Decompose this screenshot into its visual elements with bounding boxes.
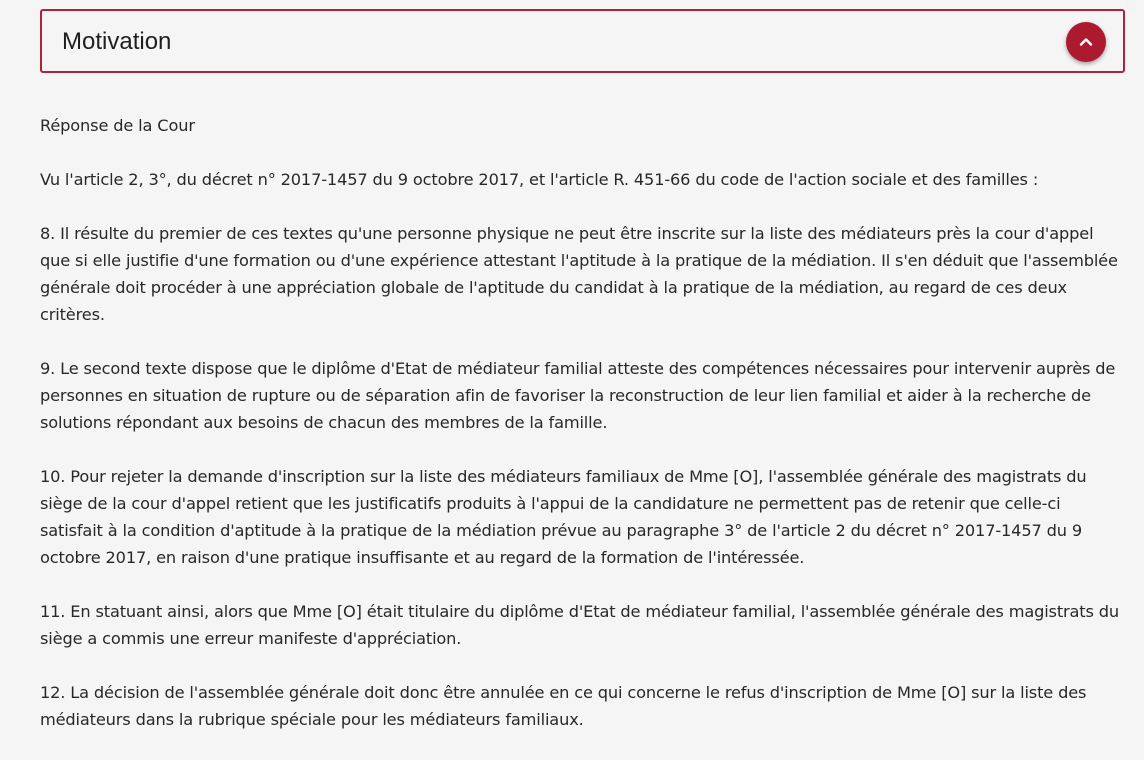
paragraph-9: 9. Le second texte dispose que le diplôme d'Etat de médiateur familial atteste des compétences nécessaires pour intervenir auprès de personnes en situation de rupture ou de séparation afin de favoriser la reconstruction de leur lien familial et aider à la recherche de solutions répondant aux besoins de chacun des membres de la famille. [40,359,1116,432]
paragraph-legal-basis: Vu l'article 2, 3°, du décret n° 2017-1457 du 9 octobre 2017, et l'article R. 451-66 du code de l'action sociale et des familles : [40,170,1039,189]
paragraph-10: 10. Pour rejeter la demande d'inscription sur la liste des médiateurs familiaux de Mme [O], l'assemblée générale des magistrats du siège de la cour d'appel retient que les justificatifs produits à l'appui de la candidature ne permettent pas de retenir que celle-ci satisfait à la condition d'aptitude à la pratique de la médiation prévue au paragraphe 3° de l'article 2 du décret n° 2017-1457 du 9 octobre 2017, en raison d'une pratique insuffisante et au regard de la formation de l'intéressée. [40,467,1087,567]
paragraph-12: 12. La décision de l'assemblée générale doit donc être annulée en ce qui concerne le refus d'inscription de Mme [O] sur la liste des médiateurs dans la rubrique spéciale pour les médiateurs familiaux. [40,683,1087,729]
section-heading: Réponse de la Cour [40,116,195,135]
chevron-up-icon [1078,34,1094,50]
collapse-toggle-button[interactable] [1066,22,1106,62]
paragraph-8: 8. Il résulte du premier de ces textes qu'une personne physique ne peut être inscrite sur la liste des médiateurs près la cour d'appel que si elle justifie d'une formation ou d'une expérience attestant l'aptitude à la pratique de la médiation. Il s'en déduit que l'assemblée générale doit procéder à une appréciation globale de l'aptitude du candidat à la pratique de la médiation, au regard de ces deux critères. [40,224,1118,324]
panel-title: Motivation [62,28,172,55]
motivation-panel-header[interactable] [40,9,1125,73]
paragraph-11: 11. En statuant ainsi, alors que Mme [O] était titulaire du diplôme d'Etat de médiateur familial, l'assemblée générale des magistrats du siège a commis une erreur manifeste d'appréciation. [40,602,1120,648]
motivation-content [40,112,1125,760]
